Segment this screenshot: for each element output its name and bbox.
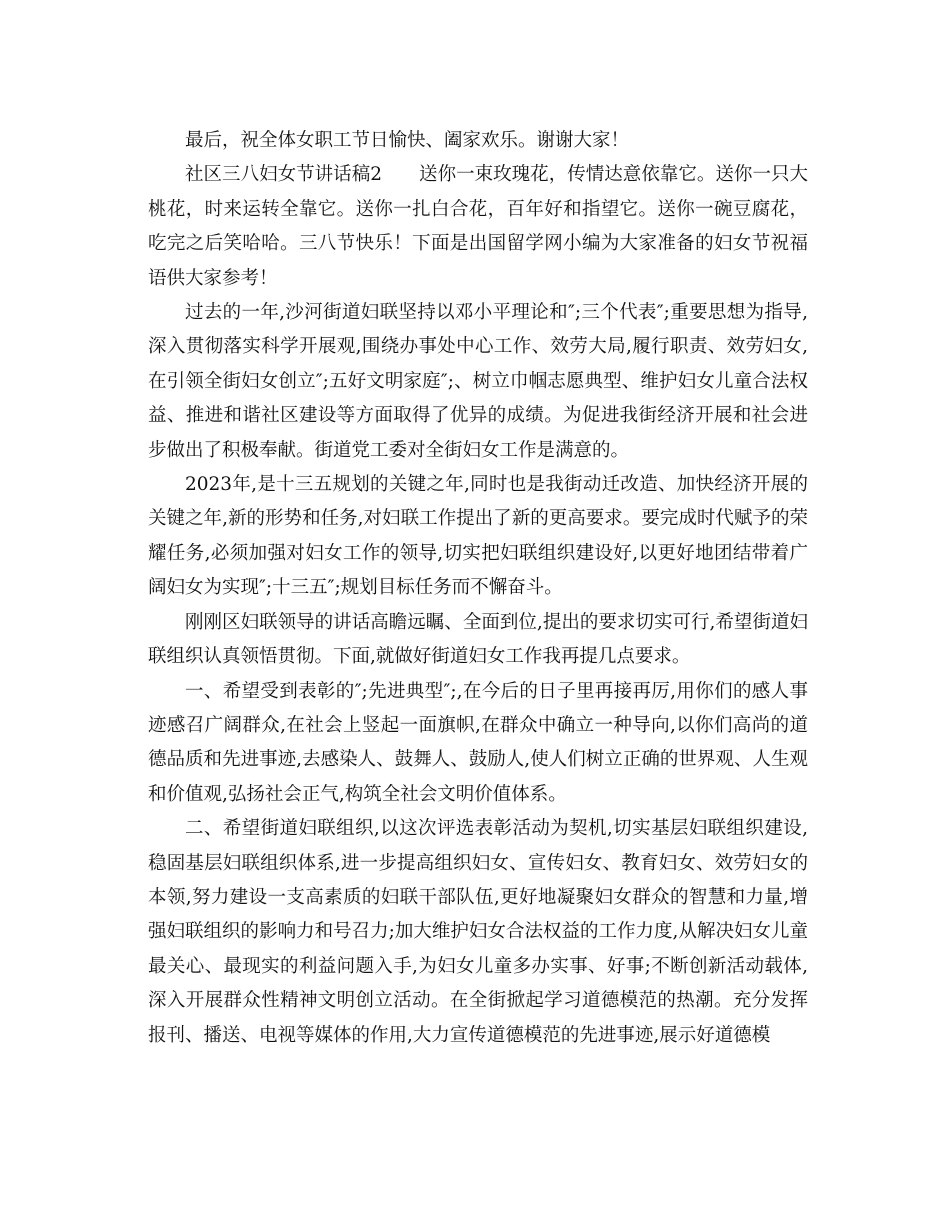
paragraph-year-2023-tasks: 2023年,是十三五规划的关键之年,同时也是我街动迁改造、加快经济开展的关键之年,新的形势和任务,对妇联工作提出了新的更高要求。要完成时代赋予的荣耀任务,必须加强对妇女工作的领导,切实把妇联组织建设好,以更好地团结带着广阔妇女为实现″;十三五″;规划目标任务而不懈奋斗。 — [148, 474, 808, 599]
paragraph-requirement-one: 一、希望受到表彰的″;先进典型″;,在今后的日子里再接再厉,用你们的感人事迹感召广阔群众,在社会上竖起一面旗帜,在群众中确立一种导向,以你们高尚的道德品质和先进事迹,去感染人、鼓舞人、鼓励人,使人们树立正确的世界观、人生观和价值观,弘扬社会正气,构筑全社会文明价值体系。 — [148, 680, 808, 805]
paragraph-closing-wishes: 最后，祝全体女职工节日愉快、阖家欢乐。谢谢大家！ — [185, 130, 630, 151]
body-text — [148, 124, 808, 1053]
paragraph-speech-title-greeting: 社区三八妇女节讲话稿2 送你一束玫瑰花，传情达意依靠它。送你一只大桃花，时来运转全靠它。送你一扎白合花，百年好和指望它。送你一碗豆腐花，吃完之后笑哈哈。三八节快乐！下面是出国留学网小编为大家准备的妇女节祝福语供大家参考！ — [148, 164, 808, 289]
paragraph-requirements-intro: 刚刚区妇联领导的讲话高瞻远瞩、全面到位,提出的要求切实可行,希望街道妇联组织认真领悟贯彻。下面,就做好街道妇女工作我再提几点要求。 — [148, 611, 808, 668]
paragraph-past-year-review: 过去的一年,沙河街道妇联坚持以邓小平理论和″;三个代表″;重要思想为指导,深入贯彻落实科学开展观,围绕办事处中心工作、效劳大局,履行职责、效劳妇女,在引领全街妇女创立″;五好文明家庭″;、树立巾帼志愿典型、维护妇女儿童合法权益、推进和谐社区建设等方面取得了优异的成绩。为促进我街经济开展和社会进步做出了积极奉献。街道党工委对全街妇女工作是满意的。 — [148, 302, 808, 461]
paragraph-requirement-two: 二、希望街道妇联组织,以这次评选表彰活动为契机,切实基层妇联组织建设,稳固基层妇联组织体系,进一步提高组织妇女、宣传妇女、教育妇女、效劳妇女的本领,努力建设一支高素质的妇联干部队伍,更好地凝聚妇女群众的智慧和力量,增强妇联组织的影响力和号召力;加大维护妇女合法权益的工作力度,从解决妇女儿童最关心、最现实的利益问题入手,为妇女儿童多办实事、好事;不断创新活动载体,深入开展群众性精神文明创立活动。在全街掀起学习道德模范的热潮。充分发挥报刊、播送、电视等媒体的作用,大力宣传道德模范的先进事迹,展示好道德模 — [148, 818, 808, 1046]
